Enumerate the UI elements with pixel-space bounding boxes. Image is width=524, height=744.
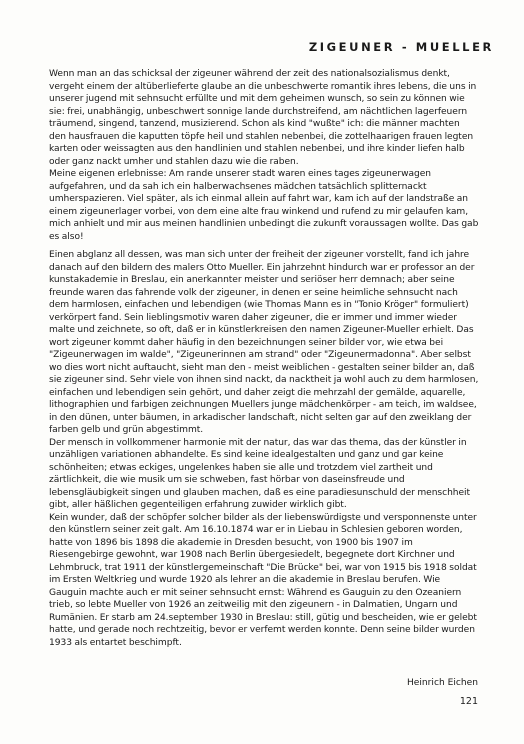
paragraph-harmony: Der mensch in vollkommener harmonie mit der natur, das war das thema, das der künstler in unzähligen variationen abhandelte. Es sind keine idealgestalten und ganz und gar keine schönheiten; etwas eckiges, ungelenkes haben sie alle und trotzdem viel zartheit und zärtlichkeit, die wie musik um sie schweben, fast hörbar von daseinsfreude und lebensgläubigkeit singen und glauben machen, daß es eine paradiesunschuld der menschheit gibt, aller häßlichen gegenteiligen erfahrung zuwider wirklich gibt. (49, 437, 471, 510)
paragraph-intro: Wenn man an das schicksal der zigeuner während der zeit des nationalsozialismus denkt, vergeht einem der altüberlieferte glaube an die unbeschwerte romantik ihres lebens, die uns in unserer jugend mit sehnsucht erfüllte und mit dem geheimen wunsch, so sein zu können wie sie: frei, unabhängig, unbeschwert sonnige lande durchstreifend, am nächtlichen lagerfeuern träumend, singend, tanzend, musizierend. Schon als kind "wußte" ich: die männer machten den hausfrauen die kaputten töpfe heil und stahlen nebenbei, die zottelhaarigen frauen legten karten oder weissagten aus den handlinien und stahlen nebenbei, und ihre kinder liefen halb oder ganz nackt umher und stahlen dazu wie die raben. (49, 69, 477, 167)
paragraph-otto-mueller: Einen abglanz all dessen, was man sich unter der freiheit der zigeuner vorstellt, fand ich jahre danach auf den bildern des malers Otto Mueller. Ein jahrzehnt hindurch war er professor an der kunstakademie in Breslau, ein anerkannter meister und seriöser herr demnach; aber seine freunde waren das fahrende volk der zigeuner, in denen er seine heimliche sehnsucht nach dem harmlosen, einfachen und lebendigen (wie Thomas Mann es in "Tonio Kröger" formuliert) verkörpert fand. Sein lieblingsmotiv waren daher zigeuner, die er immer und immer wieder malte und zeichnete, so oft, daß er in künstlerkreisen den namen Zigeuner-Mueller erhielt. Das wort zigeuner kommt daher häufig in den bezeichnungen seiner bilder vor, wie etwa bei "Zigeunerwagen im walde", "Zigeunerinnen am strand" oder "Zigeunermadonna". Aber selbst wo dies wort nicht auftaucht, sieht man den - meist weiblichen - gestalten seiner bilder an, daß sie zigeuner sind. Sehr viele von ihnen sind nackt, da nacktheit ja wohl auch zu dem harmlosen, einfachen und lebendigen sein gehört, und daher zeigt die mehrzahl der gemälde, aquarelle, lithographien und farbigen zeichnungen Muellers junge mädchenkörper - am teich, im waldsee, in den dünen, unter bäumen, in arkadischer landschaft, nicht selten gar auf den zweiklang der farben gelb und grün abgestimmt. (49, 250, 479, 435)
running-header: ZIGEUNER - MUELLER (308, 40, 494, 54)
paragraph-biography: Kein wunder, daß der schöpfer solcher bilder als der liebenswürdigste und versponnenste unter den künstlern seiner zeit galt. Am 16.10.1874 war er in Liebau in Schlesien geboren worden, hatte von 1896 bis 1898 die akademie in Dresden besucht, von 1900 bis 1907 im Riesengebirge gewohnt, war 1908 nach Berlin übergesiedelt, begegnete dort Kirchner und Lehmbruck, trat 1911 der künstlergemeinschaft "Die Brücke" bei, war von 1915 bis 1918 soldat im Ersten Weltkrieg und wurde 1920 als lehrer an die akademie in Breslau berufen. Wie Gauguin machte auch er mit seiner sehnsucht ernst: Während es Gauguin zu den Ozeaniern trieb, so lebte Mueller von 1926 an zeitweilig mit den zigeunern - in Dalmatien, Ungarn und Rumänien. Er starb am 24.september 1930 in Breslau: still, gütig und bescheiden, wie er gelebt hatte, und gerade noch rechtzeitig, bevor er verfemt werden konnte. Denn seine bilder wurden 1933 als entartet beschimpft. (49, 512, 477, 648)
article-body (49, 68, 479, 649)
author-signature: Heinrich Eichen (406, 678, 478, 688)
paragraph-experiences: Meine eigenen erlebnisse: Am rande unserer stadt waren eines tages zigeunerwagen aufgefahren, und da sah ich ein halberwachsenes mädchen tatsächlich splitternackt umherspazieren. Viel später, als ich einmal allein auf fahrt war, kam ich auf der landstraße an einem zigeunerlager vorbei, von dem eine alte frau winkend und rufend zu mir gelaufen kam, mich anhielt und mir aus meinen handlinien unbedingt die zukunft voraussagen wollte. Das gab es also! (49, 169, 479, 242)
page-number: 121 (459, 696, 478, 707)
